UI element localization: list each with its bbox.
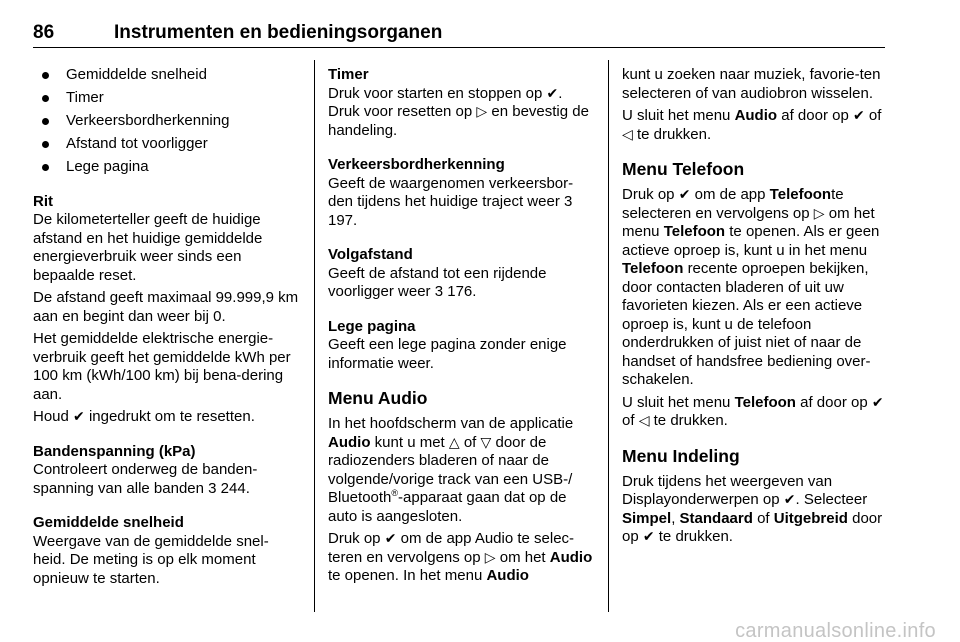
section-heading: Verkeersbordherkenning (328, 156, 505, 173)
check-icon: ✔ (73, 409, 85, 425)
paragraph: Druk op ✔ om de app Telefoonte selecteren en vervolgens op ▷ om het menu Telefoon te openen. Als er geen actieve oproep is, kunt u in het menu Telefoon recente oproepen bekijken, door contacten bladeren of uit uw favorieten kiezen. Als er een actieve oproep is, kunt u de telefoon onderdrukken of juist niet of naar de handset of handsfree bediening over-schakelen. (622, 186, 880, 388)
column-left (33, 66, 301, 592)
section-title: Menu Telefoon (622, 159, 745, 179)
section-heading: Volgafstand (328, 246, 413, 263)
paragraph: De afstand geeft maximaal 99.999,9 km aan en begint dan weer bij 0. (33, 289, 299, 325)
right-arrow-icon: ▷ (476, 104, 488, 120)
paragraph: Weergave van de gemiddelde snel-heid. De meting is op elk moment opnieuw te starten. (33, 532, 269, 587)
check-icon: ✔ (871, 394, 884, 411)
section-title: Menu Audio (328, 388, 428, 408)
paragraph: Druk tijdens het weergeven van Displayonderwerpen op ✔. Selecteer Simpel, Standaard of Uitgebreid door op ✔ te drukken. (622, 472, 883, 545)
list-item: Afstand tot voorligger (33, 135, 301, 154)
bullet-icon (42, 164, 49, 171)
watermark: carmanualsonline.info (735, 619, 936, 642)
page-number: 86 (33, 22, 55, 43)
column-middle (328, 66, 596, 590)
bullet-icon (42, 118, 49, 125)
section-title: Menu Indeling (622, 445, 740, 466)
display-options-list (33, 66, 301, 177)
bullet-icon (42, 72, 49, 79)
column-right (622, 66, 890, 551)
paragraph: De kilometerteller geeft de huidige afstand en het huidige gemiddelde energieverbruik weer sinds een bepaalde reset. (33, 211, 263, 284)
bullet-icon (42, 95, 49, 102)
column-divider (608, 60, 609, 612)
right-arrow-icon: ▷ (484, 549, 496, 566)
paragraph: In het hoofdscherm van de applicatie Audio kunt u met △ of ▽ door de radiozenders bladeren of naar de volgende/vorige track van een USB-/ Bluetooth®-apparaat gaan dat op de auto is aangesloten. (328, 415, 574, 525)
paragraph: U sluit het menu Audio af door op ✔ of ◁ te drukken. (622, 107, 882, 143)
list-item: Gemiddelde snelheid (33, 66, 301, 85)
page-title: Instrumenten en bedieningsorganen (114, 22, 443, 43)
check-icon: ✔ (642, 529, 655, 545)
section-heading: Gemiddelde snelheid (33, 514, 184, 531)
page-ref-icon: 3 (434, 283, 444, 300)
column-divider (314, 60, 315, 612)
check-icon: ✔ (678, 187, 691, 203)
page-header (33, 4, 885, 48)
paragraph: Controleert onderweg de banden-spanning van alle banden 3 244. (33, 461, 258, 497)
check-icon: ✔ (852, 108, 865, 124)
left-arrow-icon: ◁ (638, 413, 650, 429)
list-item: Timer (33, 89, 301, 108)
paragraph: kunt u zoeken naar muziek, favorie-ten selecteren of van audiobron wisselen. (622, 66, 881, 102)
check-icon: ✔ (783, 492, 796, 508)
up-arrow-icon: △ (448, 434, 460, 451)
paragraph: Het gemiddelde elektrische energie-verbruik geeft het gemiddelde kWh per 100 km (kWh/100 km) bij bena-dering aan. (33, 330, 291, 403)
list-item: Verkeersbordherkenning (33, 112, 301, 131)
down-arrow-icon: ▽ (480, 434, 492, 451)
section-heading: Bandenspanning (kPa) (33, 442, 196, 460)
paragraph: U sluit het menu Telefoon af door op ✔ of ◁ te drukken. (622, 393, 884, 429)
paragraph: Druk op ✔ om de app Audio te selec-teren en vervolgens op ▷ om het Audio te openen. In het menu Audio (328, 530, 593, 584)
list-item: Lege pagina (33, 158, 301, 177)
check-icon: ✔ (384, 531, 397, 547)
section-heading: Rit (33, 192, 53, 210)
left-arrow-icon: ◁ (622, 126, 633, 143)
paragraph: Druk voor starten en stoppen op ✔. Druk voor resetten op ▷ en bevestig de handeling. (328, 84, 589, 139)
section-heading: Lege pagina (328, 317, 416, 335)
right-arrow-icon: ▷ (813, 205, 825, 222)
page-ref-icon: 3 (208, 479, 217, 497)
bullet-icon (42, 141, 49, 148)
section-heading: Timer (328, 66, 369, 83)
page-ref-icon: 3 (563, 193, 573, 210)
check-icon: ✔ (546, 85, 559, 102)
paragraph: Geeft de waargenomen verkeersbor-den tijdens het huidige traject weer 3 197. (328, 174, 574, 229)
paragraph: Houd ✔ ingedrukt om te resetten. (33, 408, 255, 425)
paragraph: Geeft de afstand tot een rijdende voorligger weer 3 176. (328, 264, 547, 300)
paragraph: Geeft een lege pagina zonder enige informatie weer. (328, 336, 567, 372)
